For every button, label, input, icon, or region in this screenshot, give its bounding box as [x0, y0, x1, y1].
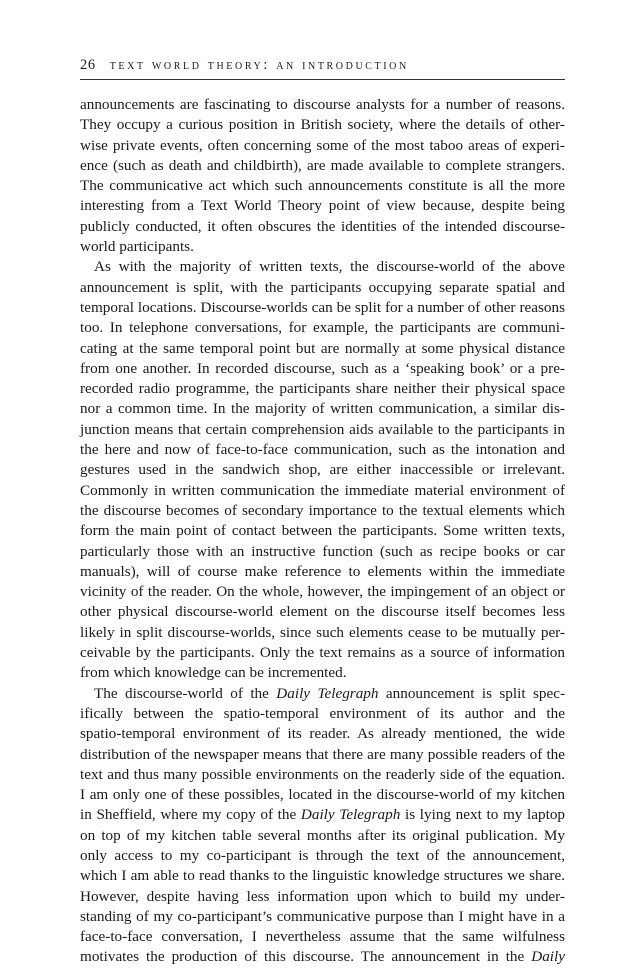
text-run: wise private events, often concerning some of the most taboo areas of experi-: [80, 136, 565, 154]
text-run: text and thus many possible environments on the readerly side of the equation.: [80, 765, 565, 783]
text-line: [80, 785, 565, 805]
text-run: As with the majority of written texts, the discourse-world of the above: [94, 258, 565, 276]
text-run: junction means that certain comprehension aids available to the participants in: [80, 420, 565, 438]
body-text: [80, 95, 565, 968]
page-number: 26: [80, 57, 96, 73]
running-head-title: text world theory: an introduction: [109, 57, 409, 73]
text-run: spatio-temporal environment of its reader. As already mentioned, the wide: [80, 725, 565, 743]
text-line: [80, 643, 565, 663]
text-line: [80, 805, 565, 825]
text-run: too. In telephone conversations, for example, the participants are communi-: [80, 319, 565, 337]
text-run: particularly those with an instructive function (such as recipe books or car: [80, 542, 565, 560]
text-run: from one another. In recorded discourse, such as a ‘speaking book’ or a pre-: [80, 359, 565, 377]
italic-title: Daily: [531, 948, 565, 966]
text-run: announcement is split, with the participants occupying separate spatial and: [80, 278, 565, 296]
text-line: [80, 460, 565, 480]
text-line: [80, 196, 565, 216]
text-line: [80, 156, 565, 176]
text-run: world participants.: [80, 238, 194, 256]
text-line: [80, 582, 565, 602]
text-line: [80, 379, 565, 399]
text-run: on top of my kitchen table several months after its original publication. My: [80, 826, 565, 844]
text-run: standing of my co-participant’s communicative purpose than I might have in a: [80, 907, 565, 925]
text-line: [80, 440, 565, 460]
text-run: Commonly in written communication the immediate material environment of: [80, 481, 565, 499]
paragraph: [80, 257, 565, 683]
text-run: the here and now of face-to-face communication, such as the intonation and: [80, 441, 565, 459]
text-run: distribution of the newspaper means that there are many possible readers of the: [80, 745, 565, 763]
text-line: [80, 501, 565, 521]
text-line: [80, 115, 565, 135]
running-head: [80, 57, 565, 74]
text-line: [80, 136, 565, 156]
text-line: [80, 602, 565, 622]
text-line: [80, 318, 565, 338]
text-line: [80, 745, 565, 765]
text-run: recorded radio programme, the participants share neither their physical space: [80, 380, 565, 398]
text-run: motivates the production of this discourse. The announcement in the: [80, 948, 532, 966]
text-line: [80, 765, 565, 785]
text-run: publicly conducted, it often obscures the identities of the intended discourse-: [80, 217, 565, 235]
text-run: nor a common time. In the majority of written communication, a similar dis-: [80, 400, 565, 418]
text-run: ifically between the spatio-temporal environment of its author and the: [80, 704, 565, 722]
text-line: [80, 399, 565, 419]
text-line: [80, 887, 565, 907]
header-rule: [80, 79, 565, 80]
text-line: [80, 339, 565, 359]
text-run: temporal locations. Discourse-worlds can be split for a number of other reasons: [80, 298, 565, 316]
text-line: [80, 420, 565, 440]
text-line: [80, 724, 565, 744]
paragraph: [80, 684, 565, 968]
text-run: ence (such as death and childbirth), are made available to complete strangers.: [80, 156, 565, 174]
text-run: face-to-face conversation, I nevertheless assume that the same wilfulness: [80, 928, 565, 946]
text-line: [80, 257, 565, 277]
text-run: interesting from a Text World Theory point of view because, despite being: [80, 197, 565, 215]
text-run: likely in split discourse-worlds, since such elements cease to be mutually per-: [80, 623, 565, 641]
italic-title: Daily Telegraph: [300, 806, 401, 824]
text-line: [80, 298, 565, 318]
italic-title: Daily Telegraph: [276, 684, 379, 702]
text-line: [80, 826, 565, 846]
text-run: However, despite having less information upon which to build my under-: [80, 887, 565, 905]
text-line: [80, 866, 565, 886]
text-line: [80, 359, 565, 379]
text-line: [80, 684, 565, 704]
text-run: They occupy a curious position in British society, where the details of other-: [80, 116, 565, 134]
text-line: [80, 95, 565, 115]
text-line: [80, 907, 565, 927]
text-run: vicinity of the reader. On the whole, however, the impingement of an object or: [80, 583, 565, 601]
book-page: [80, 0, 566, 966]
text-run: ceivable by the participants. Only the text remains as a source of information: [80, 644, 565, 662]
paragraph: [80, 95, 565, 257]
text-run: I am only one of these possibles, located in the discourse-world of my kitchen: [80, 786, 565, 804]
text-run: from which knowledge can be incremented.: [80, 664, 347, 682]
text-run: which I am able to read thanks to the linguistic knowledge structures we share.: [80, 867, 565, 885]
text-line: [80, 663, 565, 683]
text-run: is lying next to my laptop: [400, 806, 566, 824]
text-run: cating at the same temporal point but are normally at some physical distance: [80, 339, 565, 357]
text-line: [80, 704, 565, 724]
text-run: the discourse becomes of secondary importance to the textual elements which: [80, 501, 565, 519]
text-run: The discourse-world of the: [94, 684, 277, 702]
text-run: announcement is split spec-: [378, 684, 565, 702]
text-line: [80, 947, 565, 967]
text-line: [80, 481, 565, 501]
text-line: [80, 846, 565, 866]
text-run: form the main point of contact between the participants. Some written texts,: [80, 522, 565, 540]
text-run: in Sheffield, where my copy of the: [80, 806, 301, 824]
text-run: The communicative act which such announcements constitute is all the more: [80, 177, 565, 195]
text-line: [80, 542, 565, 562]
text-line: [80, 237, 565, 257]
text-line: [80, 521, 565, 541]
text-run: only access to my co-participant is through the text of the announcement,: [80, 846, 565, 864]
text-run: announcements are fascinating to discourse analysts for a number of reasons.: [80, 96, 565, 113]
text-line: [80, 176, 565, 196]
text-run: gestures used in the sandwich shop, are either inaccessible or irrelevant.: [80, 461, 565, 479]
text-line: [80, 927, 565, 947]
text-run: other physical discourse-world element on the discourse itself becomes less: [80, 603, 565, 621]
text-line: [80, 278, 565, 298]
text-line: [80, 623, 565, 643]
text-run: manuals), will of course make reference to elements within the immediate: [80, 562, 565, 580]
text-line: [80, 217, 565, 237]
text-line: [80, 562, 565, 582]
